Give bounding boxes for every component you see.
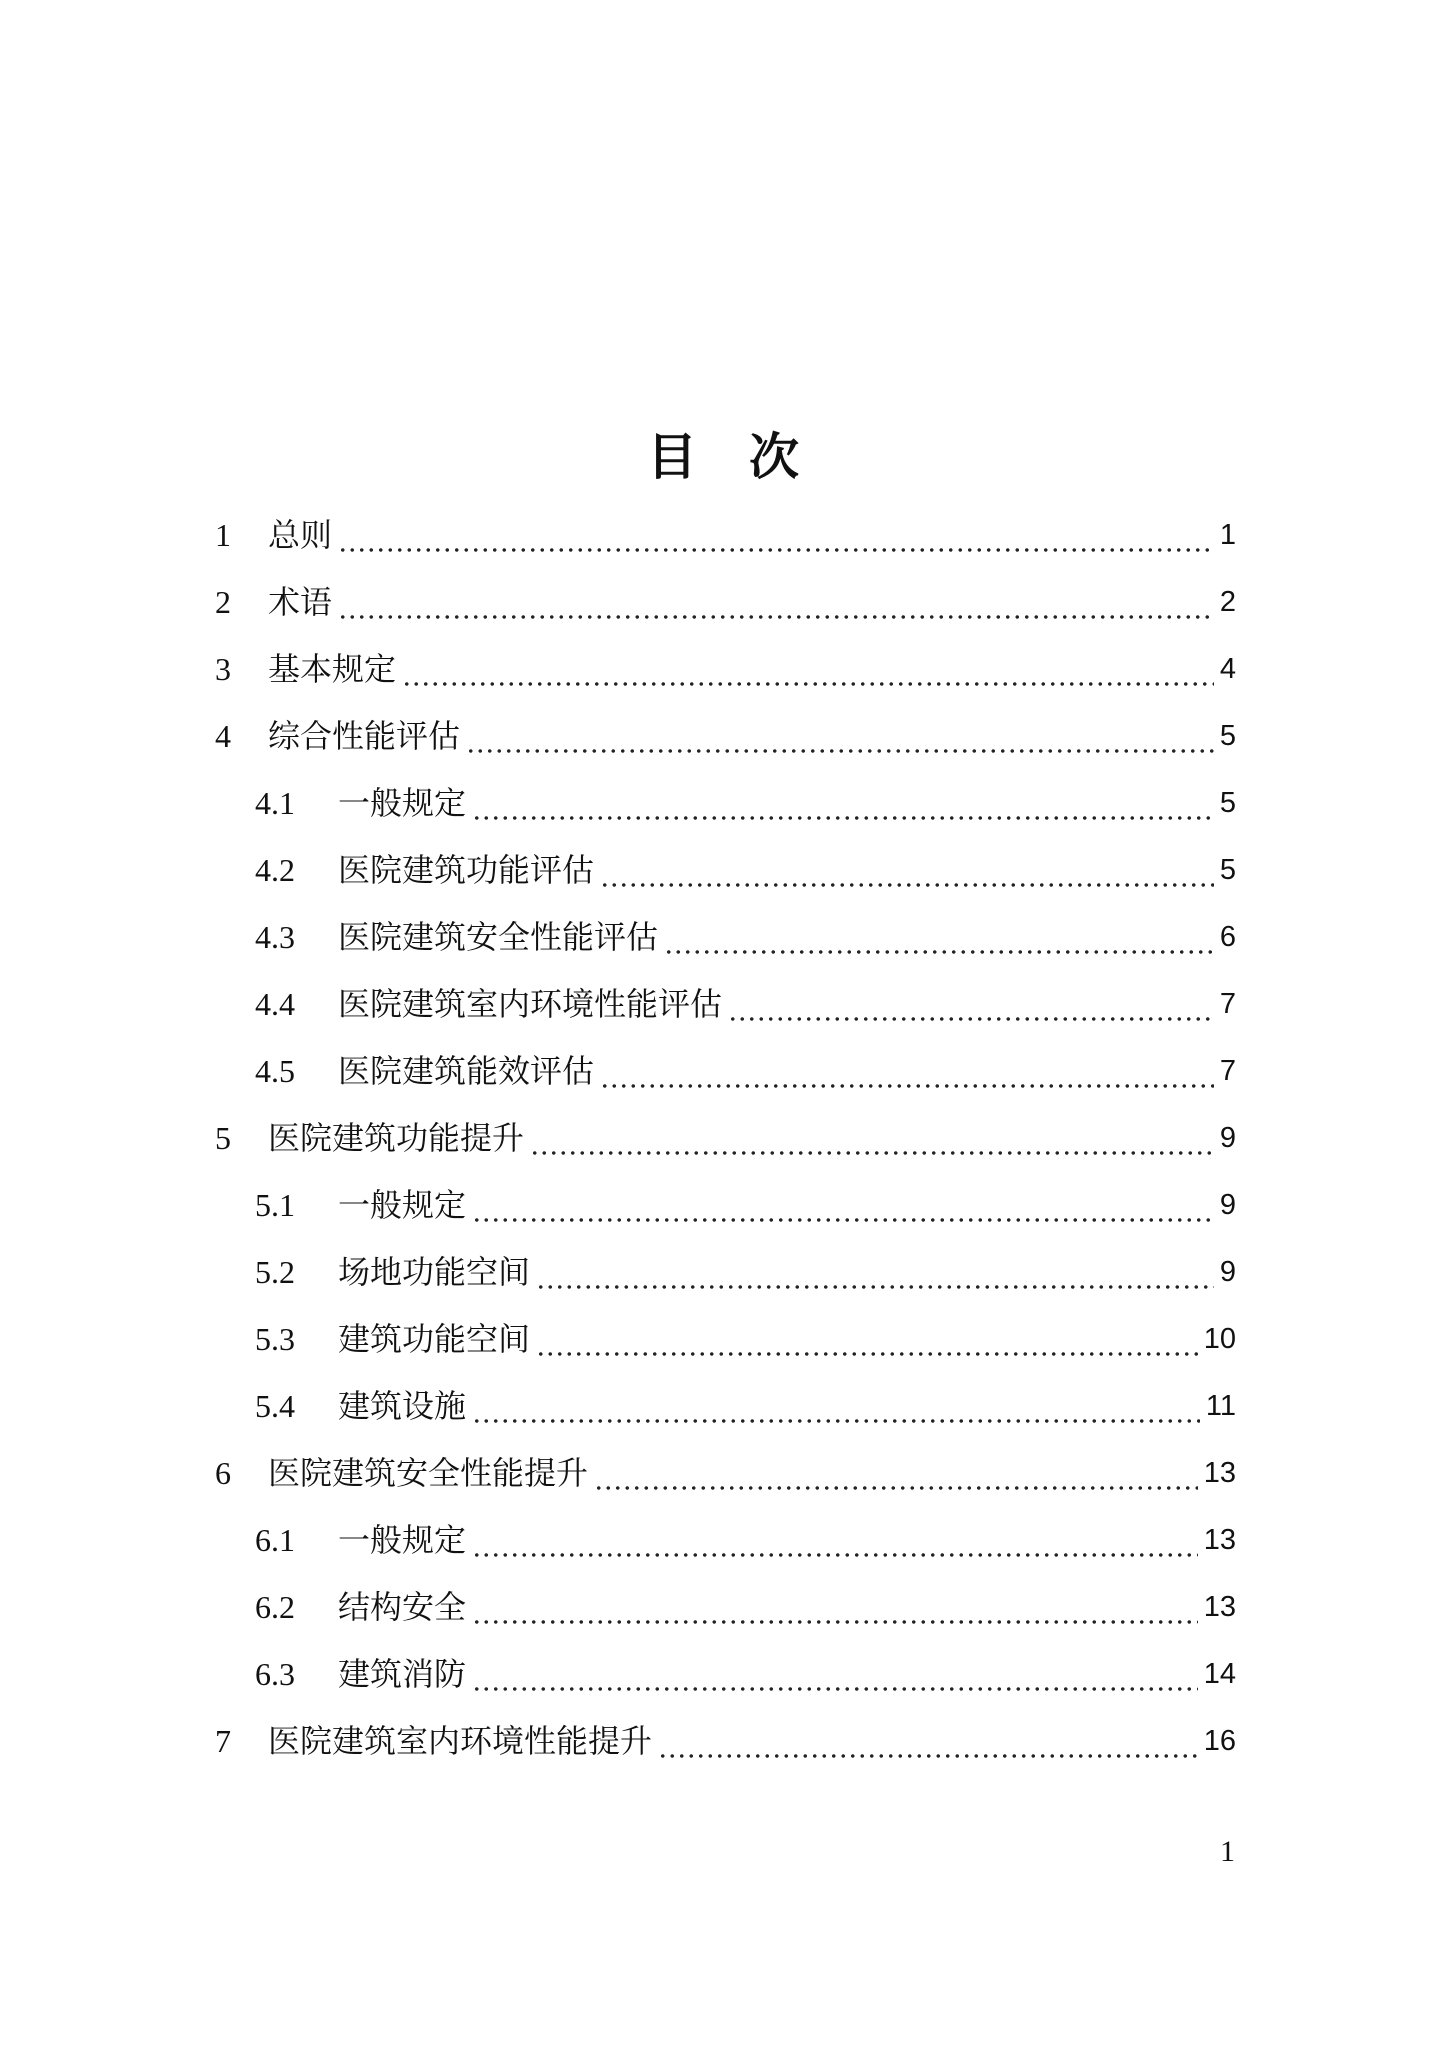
toc-entry-6-1[interactable] <box>255 1515 1236 1565</box>
toc-entry-page: 7 <box>1219 1055 1236 1087</box>
dot-leader <box>472 1515 1198 1565</box>
toc-entry-number: 7 <box>215 1723 231 1759</box>
dot-leader <box>530 1113 1214 1163</box>
dot-leader <box>658 1716 1198 1766</box>
toc-entry-page: 14 <box>1203 1658 1236 1690</box>
toc-entry-number: 2 <box>215 584 231 620</box>
toc-entry-1[interactable] <box>215 510 1236 560</box>
toc-entry-number: 5.1 <box>255 1187 295 1223</box>
toc-entry-number: 4.2 <box>255 852 295 888</box>
toc-entry-3[interactable] <box>215 644 1236 694</box>
dot-leader <box>466 711 1214 761</box>
dot-leader <box>728 979 1214 1029</box>
dot-leader <box>536 1314 1198 1364</box>
toc-entry-4[interactable] <box>215 711 1236 761</box>
toc-entry-label: 医院建筑功能评估 <box>338 851 595 889</box>
toc-entry-4-4[interactable] <box>255 979 1236 1029</box>
toc-entry-label: 医院建筑功能提升 <box>268 1119 525 1157</box>
toc-entry-number: 6.2 <box>255 1589 295 1625</box>
toc-entry-page: 4 <box>1219 653 1236 685</box>
toc-entry-page: 13 <box>1203 1591 1236 1623</box>
toc-entry-label: 医院建筑室内环境性能提升 <box>268 1722 653 1760</box>
toc-entry-number: 1 <box>215 517 231 553</box>
toc-entry-6[interactable] <box>215 1448 1236 1498</box>
dot-leader <box>472 1381 1200 1431</box>
footer-page-number: 1 <box>1220 1835 1235 1868</box>
dot-leader <box>664 912 1214 962</box>
dot-leader <box>472 1582 1198 1632</box>
toc-entry-number: 5.3 <box>255 1321 295 1357</box>
toc-entry-label: 建筑功能空间 <box>338 1320 531 1358</box>
toc-entry-label: 术语 <box>268 583 333 621</box>
toc-entry-page: 13 <box>1203 1457 1236 1489</box>
dot-leader <box>472 1649 1198 1699</box>
toc-entry-5-4[interactable] <box>255 1381 1236 1431</box>
toc-entry-page: 5 <box>1219 787 1236 819</box>
toc-entry-page: 9 <box>1219 1122 1236 1154</box>
dot-leader <box>472 778 1214 828</box>
toc-entry-page: 16 <box>1203 1725 1236 1757</box>
toc-entry-number: 5.4 <box>255 1388 295 1424</box>
toc-entry-4-1[interactable] <box>255 778 1236 828</box>
toc-entry-number: 4.1 <box>255 785 295 821</box>
toc-entry-number: 5.2 <box>255 1254 295 1290</box>
dot-leader <box>472 1180 1214 1230</box>
toc-entry-label: 一般规定 <box>338 1186 467 1224</box>
toc-entry-page: 6 <box>1219 921 1236 953</box>
toc-entry-label: 一般规定 <box>338 1521 467 1559</box>
toc-entry-label: 建筑消防 <box>338 1655 467 1693</box>
toc-entry-page: 11 <box>1205 1390 1236 1422</box>
toc-entry-label: 总则 <box>268 516 333 554</box>
toc-entry-page: 9 <box>1219 1189 1236 1221</box>
toc-entry-number: 6 <box>215 1455 231 1491</box>
toc-entry-label: 建筑设施 <box>338 1387 467 1425</box>
toc-entry-4-3[interactable] <box>255 912 1236 962</box>
toc-entry-7[interactable] <box>215 1716 1236 1766</box>
toc-entry-label: 医院建筑室内环境性能评估 <box>338 985 723 1023</box>
toc-entry-page: 5 <box>1219 854 1236 886</box>
toc-entry-6-2[interactable] <box>255 1582 1236 1632</box>
toc-entry-5-2[interactable] <box>255 1247 1236 1297</box>
toc-entry-label: 结构安全 <box>338 1588 467 1626</box>
dot-leader <box>600 1046 1214 1096</box>
toc-entry-4-5[interactable] <box>255 1046 1236 1096</box>
toc-entry-label: 医院建筑安全性能提升 <box>268 1454 589 1492</box>
toc-entry-number: 4.4 <box>255 986 295 1022</box>
toc-entry-page: 7 <box>1219 988 1236 1020</box>
dot-leader <box>594 1448 1198 1498</box>
toc-entry-5-1[interactable] <box>255 1180 1236 1230</box>
toc-entry-number: 3 <box>215 651 231 687</box>
toc-entry-number: 6.3 <box>255 1656 295 1692</box>
toc-entry-page: 10 <box>1203 1323 1236 1355</box>
dot-leader <box>402 644 1214 694</box>
toc-entry-label: 医院建筑安全性能评估 <box>338 918 659 956</box>
toc-entry-page: 5 <box>1219 720 1236 752</box>
toc-entry-page: 9 <box>1219 1256 1236 1288</box>
toc-entry-label: 医院建筑能效评估 <box>338 1052 595 1090</box>
toc-entry-6-3[interactable] <box>255 1649 1236 1699</box>
dot-leader <box>338 510 1214 560</box>
toc-entry-label: 一般规定 <box>338 784 467 822</box>
toc-entry-number: 5 <box>215 1120 231 1156</box>
toc-entry-label: 基本规定 <box>268 650 397 688</box>
toc-entry-label: 场地功能空间 <box>338 1253 531 1291</box>
dot-leader <box>536 1247 1214 1297</box>
toc-entry-number: 6.1 <box>255 1522 295 1558</box>
toc-entry-5[interactable] <box>215 1113 1236 1163</box>
dot-leader <box>338 577 1214 627</box>
toc-entry-2[interactable] <box>215 577 1236 627</box>
toc-entry-page: 1 <box>1219 519 1236 551</box>
toc-entry-page: 2 <box>1219 586 1236 618</box>
toc-entry-page: 13 <box>1203 1524 1236 1556</box>
toc-entry-label: 综合性能评估 <box>268 717 461 755</box>
toc-entry-number: 4 <box>215 718 231 754</box>
page-title: 目次 <box>647 426 851 486</box>
toc-entry-5-3[interactable] <box>255 1314 1236 1364</box>
toc-entry-number: 4.5 <box>255 1053 295 1089</box>
toc-entry-number: 4.3 <box>255 919 295 955</box>
dot-leader <box>600 845 1214 895</box>
toc-entry-4-2[interactable] <box>255 845 1236 895</box>
